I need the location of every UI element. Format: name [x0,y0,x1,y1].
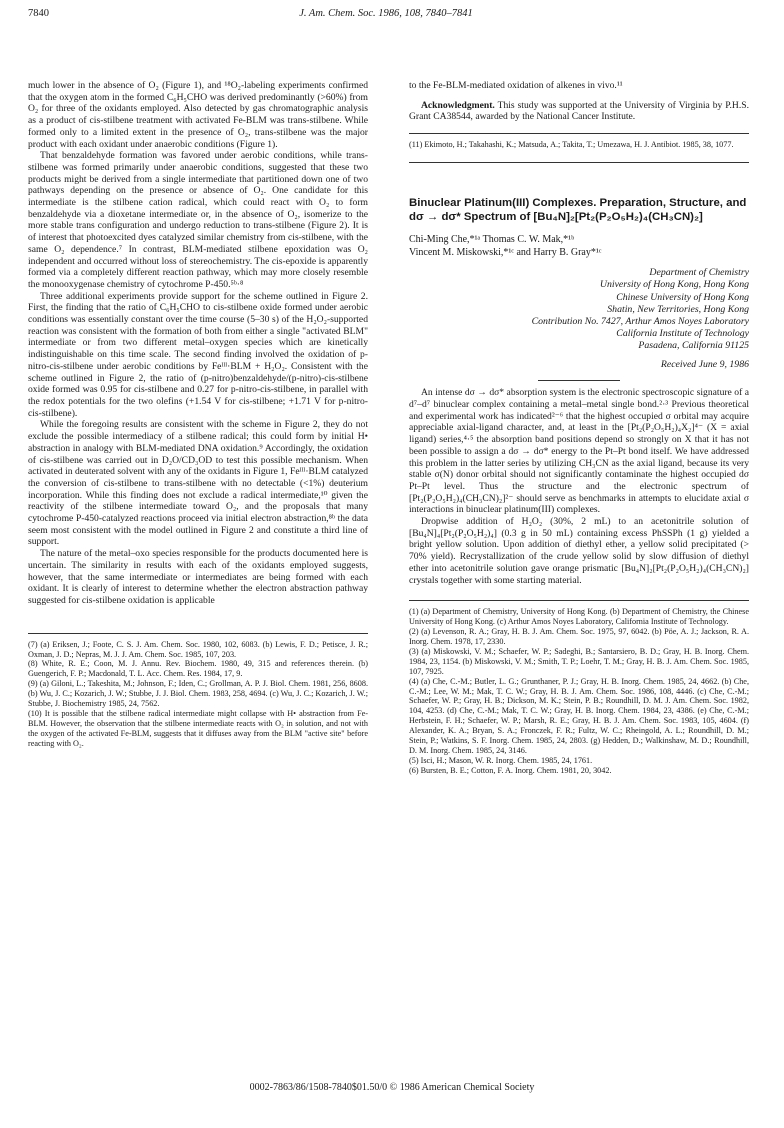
left-column [28,80,368,749]
footnote: (11) Ekimoto, H.; Takahashi, K.; Matsuda, A.; Takita, T.; Umezawa, H. J. Antibiot. 1985, 38, 1077. [409,140,734,150]
footnote: (8) White, R. E.; Coon, M. J. Annu. Rev. Biochem. 1980, 49, 315 and references therein. (b) Guengerich, F. P.; Macdonald, T. L. Acc. Chem. Res. 1984, 17, 9. [28,659,368,679]
received-date: Received June 9, 1986 [660,358,749,370]
body-paragraph: An intense dσ → dσ* absorption system is the electronic spectroscopic signature of a d⁷–d⁷ binuclear complex containing a metal–metal single bond.²·³ Previous theoretical and experimental work has indicated²⁻⁶ that the highest occupied σ orbital may acquire appreciable axial-ligand character, and, at least in the [Pt₂(P₂O₅H₂)₄X₂]⁴⁻ (X = axial ligand) series,⁴·⁵ the absorption band positions depend so strongly on X that it has not been possible to assign a dσ → dσ* energy to the Pt–Pt bond itself. We have addressed this problem in the latter series by utilizing CH₃CN as the axial ligand, because its very stable σ(N) donor orbital should not significantly contaminate the highest occupied dσ Pt–Pt level. Thus the structure and the electronic spectrum of [Pt₂(P₂O₅H₂)₄(CH₃CN)₂]²⁻ should serve as benchmarks in attempts to elucidate axial σ interactions in binuclear platinum(III) complexes. [409,387,749,516]
footnote-divider [409,133,749,134]
footnote: (9) (a) Giloni, L.; Takeshita, M.; Johnson, F.; Iden, C.; Grollman, A. P. J. Biol. Chem. 1981, 256, 8608. (b) Wu, J. C.; Kozarich, J. W.; Stubbe, J. J. Biol. Chem. 1983, 258, 4694. (c) Wu, J. C.; Kozarich, J. W.; Stubbe, J. Biochemistry 1985, 24, 7562. [28,679,368,709]
affiliation-line: Pasadena, California 91125 [638,340,749,352]
body-paragraph: Dropwise addition of H₂O₂ (30%, 2 mL) to an acetonitrile solution of [Bu₄N]₄[Pt₂(P₂O₅H₂)₄] (0.3 g in 50 mL) containing excess PhSSPh (1 g) yielded a bright yellow solution. Upon addition of diethyl ether, a yellow solid precipitated (> 70% yield). Recrystallization of the crude yellow solid by slow diffusion of diethyl ether into acetonitrile solution gave orange prismatic [Bu₄N]₂[Pt₂(P₂O₅H₂)₄(CH₃CN)₂] crystals together with some starting material. [409,516,749,586]
footnote-divider [409,600,749,601]
author-line: Vincent M. Miskowski,*¹ᶜ and Harry B. Gray*¹ᶜ [409,246,602,258]
author-list [409,234,749,259]
footnotes-left [28,640,368,749]
affiliation-line: Department of Chemistry [649,267,749,279]
footnote: (1) (a) Department of Chemistry, University of Hong Kong. (b) Department of Chemistry, the Chinese University of Hong Kong. (c) Arthur Amos Noyes Laboratory, California Institute of Technology. [409,607,749,627]
footnote: (5) Isci, H.; Mason, W. R. Inorg. Chem. 1985, 24, 1761. [409,755,593,765]
affiliation-line: University of Hong Kong, Hong Kong [599,279,749,291]
footnotes-right [409,607,749,775]
page-number: 7840 [28,8,49,19]
article-divider [409,162,749,163]
footnote: (7) (a) Eriksen, J.; Foote, C. S. J. Am. Chem. Soc. 1980, 102, 6083. (b) Lewis, F. D.; Petisce, J. R.; Oxman, J. D.; Nepras, M. J. J. Am. Chem. Soc. 1985, 107, 203. [28,639,368,659]
footnote: (2) (a) Levenson, R. A.; Gray, H. B. J. Am. Chem. Soc. 1975, 97, 6042. (b) Pöe, A. J.; Jackson, R. A. Inorg. Chem. 1978, 17, 2330. [409,627,749,646]
page-header [28,8,744,24]
affiliation-line: Contribution No. 7427, Arthur Amos Noyes Laboratory [531,316,749,328]
journal-citation: J. Am. Chem. Soc. 1986, 108, 7840–7841 [299,8,473,19]
article-title: Binuclear Platinum(III) Complexes. Preparation, Structure, and dσ → dσ* Spectrum of [Bu₄N]₂[Pt₂(P₂O₅H₂)₄(CH₃CN)₂] [409,197,747,223]
affiliation-line: California Institute of Technology [616,328,749,340]
body-paragraph: much lower in the absence of O₂ (Figure 1), and ¹⁸O₂-labeling experiments confirmed that the oxygen atom in the formed C₆H₅CHO was derived predominantly (>60%) from O₂ for three of the oxidants employed. Also detected by gas chromatographic analysis as a product of cis-stilbene treatment with activated Fe-BLM was trans-stilbene. While formed only to a limited extent in the presence of O₂, trans-stilbene was the major product with each oxidant under anaerobic conditions (Figure 1). [28,80,368,150]
affiliation-line: Chinese University of Hong Kong [616,291,749,303]
acknowledgment [409,100,749,123]
footnote: (6) Bursten, B. E.; Cotton, F. A. Inorg. Chem. 1981, 20, 3042. [409,765,612,775]
copyright-footer: 0002-7863/86/1508-7840$01.50/0 © 1986 American Chemical Society [249,1082,535,1093]
right-column [409,80,749,776]
section-rule [538,380,620,381]
body-paragraph: to the Fe-BLM-mediated oxidation of alkenes in vivo.¹¹ [409,80,623,91]
footnote-divider [28,633,368,634]
acknowledgment-text: This study was supported at the University of Virginia by P.H.S. Grant CA38544, awarded by the National Cancer Institute. [409,99,749,123]
affiliations [409,267,749,352]
footnote: (10) It is possible that the stilbene radical intermediate might collapse with H• abstraction from Fe-BLM. However, the observation that the stilbene intermediate reacts with O₂ in solution, and not with the oxygen of the activated Fe-BLM, suggests that it diffuses away from the BLM "active site" before reacting with O₂. [28,708,368,748]
affiliation-line: Shatin, New Territories, Hong Kong [607,303,749,315]
body-paragraph: That benzaldehyde formation was favored under aerobic conditions, while trans-stilbene was formed primarily under anaerobic conditions, suggested that these two products might be derived from a single intermediate that partitioned down one of two pathways depending on the presence or absence of O₂. One candidate for this intermediate is the stilbene cation radical, which could react with O₂ to form benzaldehyde via a dioxetane intermediate or, in the absence of O₂, isomerize to the more stable trans configuration and undergo reduction to trans-stilbene (Figure 2). It is of interest that photoexcited dyes catalyzed similar chemistry from cis-stilbene, with the same O₂ dependence.⁷ In contrast, BLM-mediated stilbene epoxidation was O₂ independent and occurred without loss of stereochemistry. The cis-epoxide is apparently formed via a completely different reaction pathway, which may more closely resemble the monooxygenase chemistry of cytochrome P-450.⁵ᵇ·⁸ [28,150,368,290]
footnote: (3) (a) Miskowski, V. M.; Schaefer, W. P.; Sadeghi, B.; Santarsiero, B. D.; Gray, H. B. Inorg. Chem. 1984, 23, 1154. (b) Miskowski, V. M.; Smith, T. P.; Loehr, T. M.; Gray, H. B. J. Am. Chem. Soc. 1985, 107, 7925. [409,646,749,676]
author-line: Chi-Ming Che,*¹ᵃ Thomas C. W. Mak,*¹ᵇ [409,234,575,246]
body-paragraph: Three additional experiments provide support for the scheme outlined in Figure 2. First, the finding that the ratio of C₆H₅CHO to cis-stilbene oxide formed under aerobic conditions was essentially constant over the time course (5–30 s) of the H₂O₂-supported reaction was consistent with the formation of both from either a single "activated BLM" intermediate or from two different metal–oxygen species which are kinetically indistinguishable on this time scale. The second finding involved the oxidation of p-nitro-cis-stilbene under aerobic conditions by Feᴵᴵᴵ·BLM + H₂O₂. Consistent with the scheme outlined in Figure 2, the ratio of (p-nitro)benzaldehyde/(p-nitro)-cis-stilbene oxide formed was 0.95 for cis-stilbene and 0.27 for p-nitro-cis-stilbene, in parallel with the redox potentials for the two olefins (+1.54 V for cis-stilbene; +1.71 V for p-nitro-cis-stilbene). [28,290,368,419]
body-paragraph: The nature of the metal–oxo species responsible for the products documented here is uncertain. The similarity in results with each of the oxidants employed suggests, however, that the same intermediate or intermediates are being formed with each oxidant. It is clearly of interest to determine whether the electron abstraction pathway suggested for cis-stilbene oxidation is applicable [28,548,368,606]
acknowledgment-label: Acknowledgment. [421,99,495,111]
footnote: (4) (a) Che, C.-M.; Butler, L. G.; Grunthaner, P. J.; Gray, H. B. Inorg. Chem. 1985, 24, 4662. (b) Che, C.-M.; Lee, W. M.; Mak, T. C. W.; Gray, H. B. J. Am. Chem. Soc. 1986, 108, 4446. (c) Che, C.-M.; Schaefer, W. P.; Gray, H. B.; Dickson, M. K.; Stein, P. B.; Roundhill, D. M. J. Am. Chem. Soc. 1982, 104, 4253. (d) Che, C.-M.; Mak, T. C. W.; Gray, H. B. Inorg. Chem. 1984, 23, 4386. (e) Che, C.-M.; Herbstein, F. H.; Schaefer, W. P.; Marsh, R. E.; Gray, H. B. J. Am. Chem. Soc. 1983, 105, 4604. (f) Alexander, K. A.; Bryan, S. A.; Fronczek, F. R.; Fultz, W. C.; Rheingold, A. L.; Roundhill, D. M.; Stein, P.; Watkins, S. F. Inorg. Chem. 1985, 24, 2803. (g) Hedden, D.; Walkinshaw, M. D.; Roundhill, D. M. Inorg. Chem. 1985, 24, 3146. [409,676,749,755]
footnote-11 [409,140,749,150]
body-paragraph: While the foregoing results are consistent with the scheme in Figure 2, they do not exclude the possible intermediacy of a stilbene radical; this could form by initial H• abstraction in analogy with BLM-mediated DNA oxidation.⁹ Accordingly, the oxidation of cis-stilbene was carried out in D₂O/CD₃OD to test this possible mechanism. When activated in deuterated solvent with any of the oxidants in Figure 1, Feᴵᴵᴵ·BLM catalyzed the conversion of cis-stilbene to trans-stilbene with no detectable (<1%) deuterium incorporation. While this finding does not exclude a radical intermediate,¹⁰ given the reactivity of the stilbene intermediate toward O₂, and the proposals that many cytochrome P-450-catalyzed reactions proceed via initial electron abstraction,⁸ᵇ the data seem most consistent with the model outlined in Figure 2 and constitute a third line of support. [28,419,368,548]
